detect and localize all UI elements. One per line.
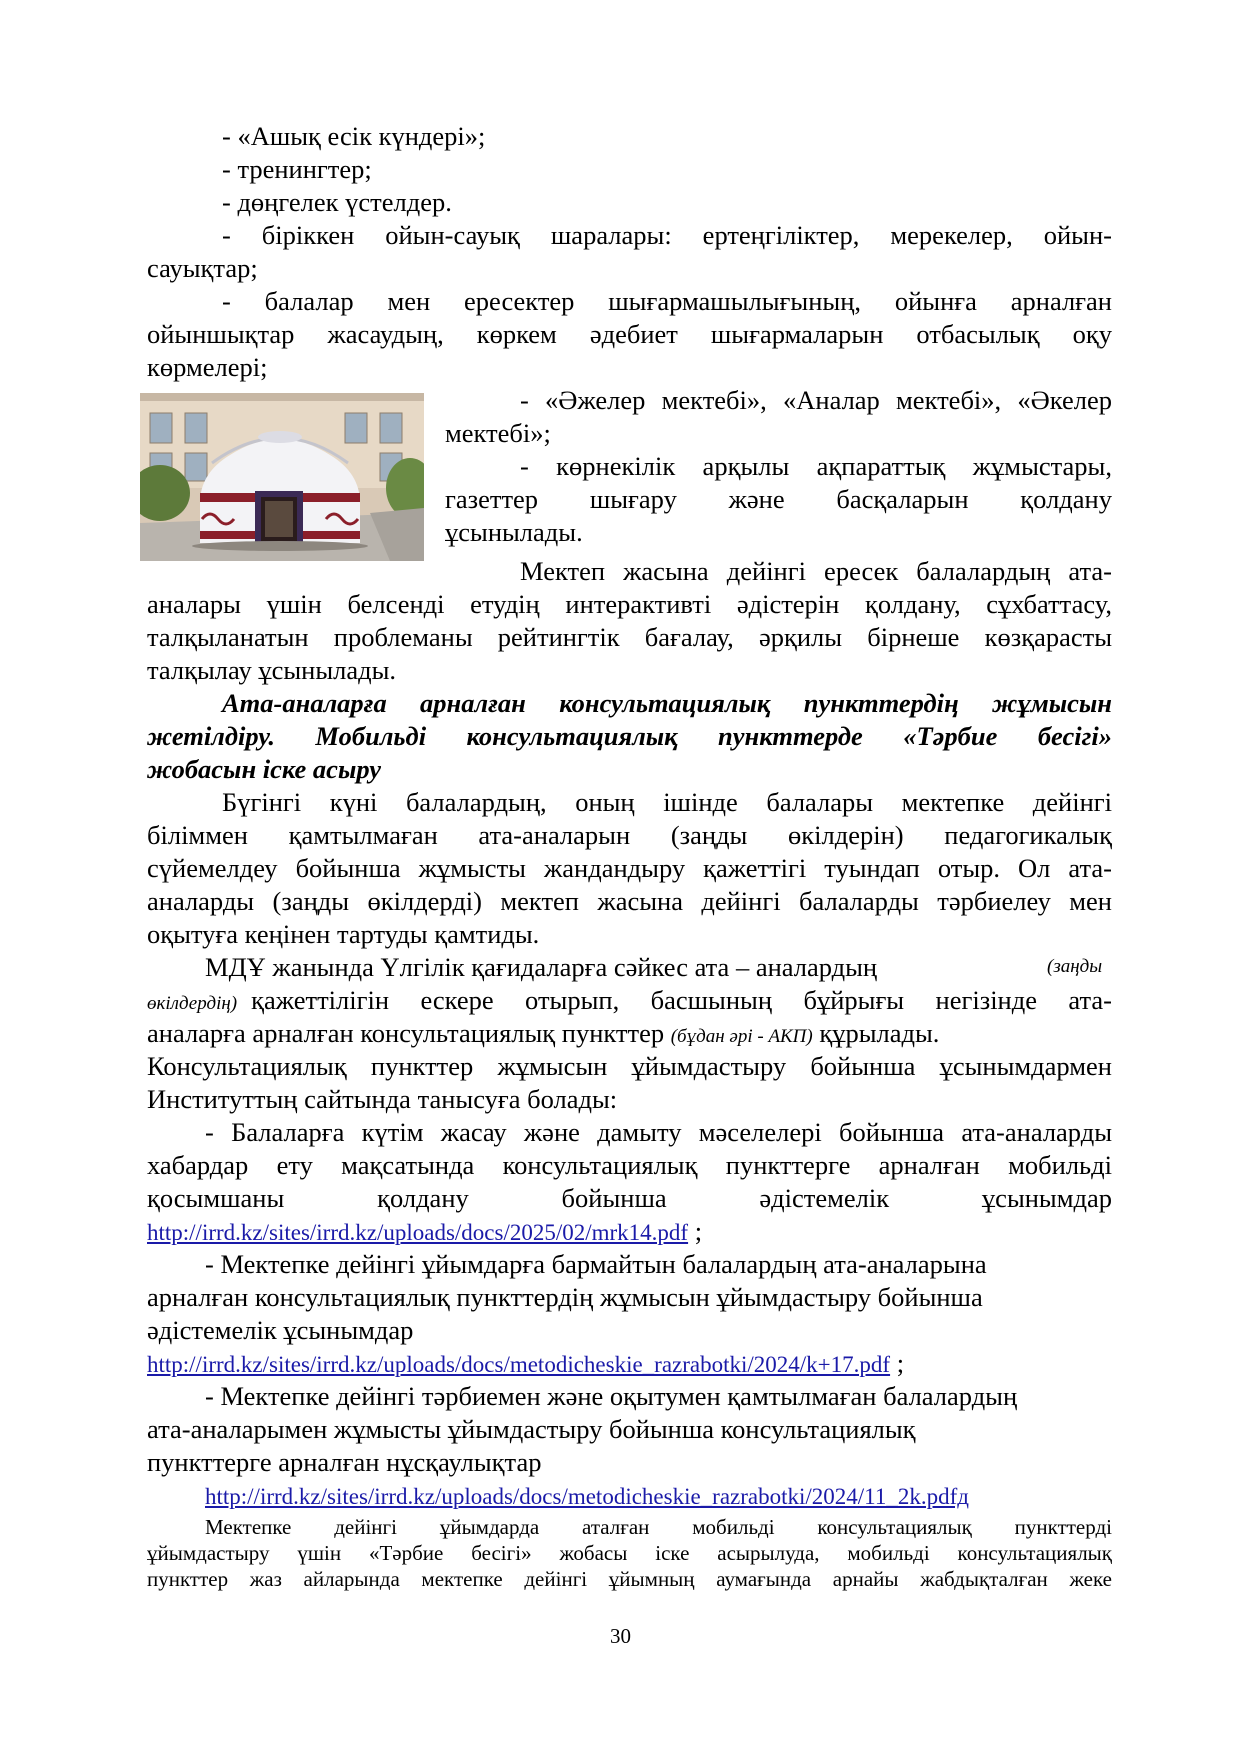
- item2-line: әдістемелік ұсынымдар: [147, 1315, 414, 1345]
- para-mdu-line: [205, 951, 1103, 983]
- item1-line: хабардар ету мақсатында консультациялық пункттерге арналған мобильді: [147, 1150, 1112, 1180]
- section-heading-line: жетілдіру. Мобильді консультациялық пункттерде «Тәрбие бесігі»: [147, 721, 1112, 751]
- para-visual-line: ұсынылады.: [445, 517, 583, 547]
- item3-line: пункттерге арналған нұсқаулықтар: [147, 1447, 542, 1477]
- yurt-photo: [140, 393, 424, 561]
- item1-link-line: [147, 1215, 702, 1249]
- para-creative-line: ойыншықтар жасаудың, көркем әдебиет шығармаларын отбасылық оқу: [147, 319, 1112, 349]
- item3-link-line: [205, 1479, 969, 1513]
- section-heading-line: Ата-аналарға арналған консультациялық пункттердің жұмысын: [222, 688, 1112, 718]
- para-joint-line: сауықтар;: [147, 253, 258, 283]
- item1-after: ;: [694, 1216, 703, 1246]
- bullet-open-doors: - «Ашық есік күндері»;: [222, 121, 486, 151]
- para-schools-line: мектебі»;: [445, 418, 551, 448]
- para-final-line: пункттер жаз айларында мектепке дейінгі ұйымның аумағында арнайы жабдықталған жеке: [147, 1567, 1112, 1591]
- para-today-line: Бүгінгі күні балалардың, оның ішінде балалары мектепке дейінгі: [222, 787, 1112, 817]
- para-mdu-line: Институттың сайтында танысуға болады:: [147, 1084, 618, 1114]
- para-older-line: талқылау ұсынылады.: [147, 655, 397, 685]
- para-mdu-text: МДҰ жанында Үлгілік қағидаларға сәйкес ата – аналардың: [205, 952, 878, 982]
- para-final-line: Мектепке дейінгі ұйымдарда аталған мобильді консультациялық пункттерді: [205, 1515, 1112, 1539]
- item3-line: - Мектепке дейінгі тәрбиемен және оқытумен қамтылмаған балалардың: [205, 1381, 1018, 1411]
- para-today-line: оқытуға кеңінен тартуды қамтиды.: [147, 919, 540, 949]
- para-visual-line: газеттер шығару және басқаларын қолдану: [445, 484, 1112, 514]
- para-mdu-text: құрылады.: [819, 1018, 940, 1048]
- item1-line: - Балаларға күтім жасау және дамыту мәселелері бойынша ата-аналарды: [205, 1117, 1112, 1147]
- para-mdu-line: [147, 984, 1112, 1020]
- para-creative-line: - балалар мен ересектер шығармашылығының, ойынға арналған: [222, 286, 1112, 316]
- para-mdu-text: қажеттілігін ескере отырып, басшының бұйрығы негізінде ата-: [251, 985, 1112, 1015]
- item1-line: қосымшаны қолдану бойынша әдістемелік ұсынымдар: [147, 1183, 1112, 1213]
- para-visual-line: - көрнекілік арқылы ақпараттық жұмыстары,: [520, 451, 1112, 481]
- para-today-line: аналарды (заңды өкілдерді) мектеп жасына дейінгі балаларды тәрбиелеу мен: [147, 886, 1112, 916]
- item3-line: ата-аналарымен жұмысты ұйымдастыру бойынша консультациялық: [147, 1414, 916, 1444]
- item2-link[interactable]: http://irrd.kz/sites/irrd.kz/uploads/docs/metodicheskie_razrabotki/2024/k+17.pdf: [147, 1352, 891, 1377]
- para-older-line: аналары үшін белсенді етудің интерактивті әдістерін қолдану, сұхбаттасу,: [147, 589, 1112, 619]
- para-mdu-text: аналарға арналған консультациялық пункттер: [147, 1018, 665, 1048]
- bullet-round-tables: - дөңгелек үстелдер.: [222, 187, 452, 217]
- para-mdu-line: Консультациялық пункттер жұмысын ұйымдастыру бойынша ұсынымдармен: [147, 1051, 1112, 1081]
- item2-line: арналған консультациялық пункттердің жұмысын ұйымдастыру бойынша: [147, 1282, 983, 1312]
- para-today-line: біліммен қамтылмаған ата-аналарын (заңды өкілдерін) педагогикалық: [147, 820, 1112, 850]
- bullet-trainings: - тренингтер;: [222, 154, 372, 184]
- para-final-line: ұйымдастыру үшін «Тәрбие бесігі» жобасы іске асырылуда, мобильді консультациялық: [147, 1541, 1112, 1565]
- para-older-line: Мектеп жасына дейінгі ересек балалардың ата-: [520, 556, 1112, 586]
- item1-link[interactable]: http://irrd.kz/sites/irrd.kz/uploads/docs/2025/02/mrk14.pdf: [147, 1220, 689, 1245]
- item2-link-line: [147, 1347, 904, 1381]
- para-older-line: талқыланатын проблеманы рейтингтік бағалау, әрқилы бірнеше көзқарасты: [147, 622, 1112, 652]
- para-schools-line: - «Әжелер мектебі», «Аналар мектебі», «Әкелер: [520, 385, 1112, 415]
- item3-link[interactable]: http://irrd.kz/sites/irrd.kz/uploads/docs/metodicheskie_razrabotki/2024/11_2k.pdfд: [205, 1484, 969, 1509]
- section-heading-line: жобасын іске асыру: [147, 754, 381, 784]
- para-mdu-italic: (заңды: [1047, 956, 1103, 977]
- para-mdu-italic: өкілдердің): [147, 993, 238, 1014]
- item2-line: - Мектепке дейінгі ұйымдарға бармайтын балалардың ата-аналарына: [205, 1249, 987, 1279]
- para-joint-line: - біріккен ойын-сауық шаралары: ертеңгіліктер, мерекелер, ойын-: [222, 220, 1112, 250]
- para-mdu-italic: (бұдан әрі - АКП): [670, 1026, 813, 1047]
- para-today-line: сүйемелдеу бойынша жұмысты жандандыру қажеттігі туындап отыр. Ол ата-: [147, 853, 1112, 883]
- page-number: 30: [610, 1624, 631, 1648]
- para-mdu-line: [147, 1017, 939, 1053]
- para-creative-line: көрмелері;: [147, 352, 268, 382]
- item2-after: ;: [896, 1348, 905, 1378]
